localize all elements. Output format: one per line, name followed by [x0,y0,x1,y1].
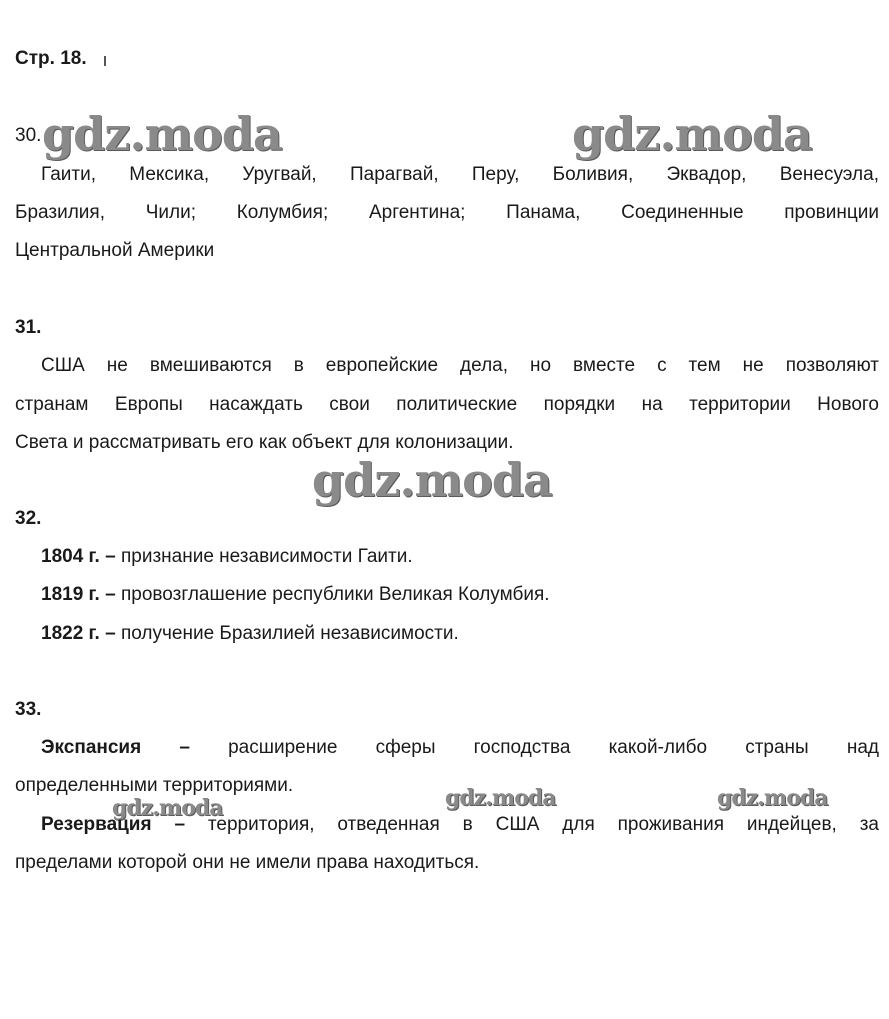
timeline-item [41,622,459,646]
definition [41,736,879,760]
watermark: gdz.moda [312,453,552,507]
term: Резервация – [41,814,186,835]
header-mark [104,56,106,66]
answer-text: Гаити, Мексика, Уругвай, Парагвай, Перу, Боливия, Эквадор, Венесуэла, [41,164,879,185]
definition-text: территория, отведенная в США для проживания индейцев, за [207,814,879,835]
watermark: gdz.moda [42,107,282,161]
question-number: 30. [15,125,42,146]
timeline-text: провозглашение республики Великая Колумбия. [120,584,550,605]
question-number: 33. [15,699,42,720]
timeline-item [41,545,413,569]
timeline-text: получение Бразилией независимости. [120,623,459,644]
definition-text: определенными территориями. [15,775,294,796]
question-number: 31. [15,317,42,338]
timeline-year: 1822 г. – [41,623,116,644]
question-number: 32. [15,508,42,529]
definition-text: пределами которой они не имели права находиться. [15,852,480,873]
answer-text: США не вмешиваются в европейские дела, но вместе с тем не позволяют [41,355,879,376]
definition-text: расширение сферы господства какой-либо страны над [228,737,880,758]
answer-text: Центральной Америки [15,240,215,261]
timeline-text: признание независимости Гаити. [120,546,413,567]
timeline-year: 1804 г. – [41,546,116,567]
timeline-item [41,583,550,607]
watermark: gdz.moda [112,795,223,821]
term: Экспансия – [41,737,190,758]
watermark: gdz.moda [717,785,828,811]
definition [41,813,879,837]
watermark: gdz.moda [445,785,556,811]
answer-text: Света и рассматривать его как объект для колонизации. [15,432,514,453]
answer-text: Бразилия, Чили; Колумбия; Аргентина; Панама, Соединенные провинции [15,202,879,223]
timeline-year: 1819 г. – [41,584,116,605]
page-label: Стр. 18. [15,48,87,69]
answer-text: странам Европы насаждать свои политические порядки на территории Нового [15,394,879,415]
watermark: gdz.moda [572,107,812,161]
